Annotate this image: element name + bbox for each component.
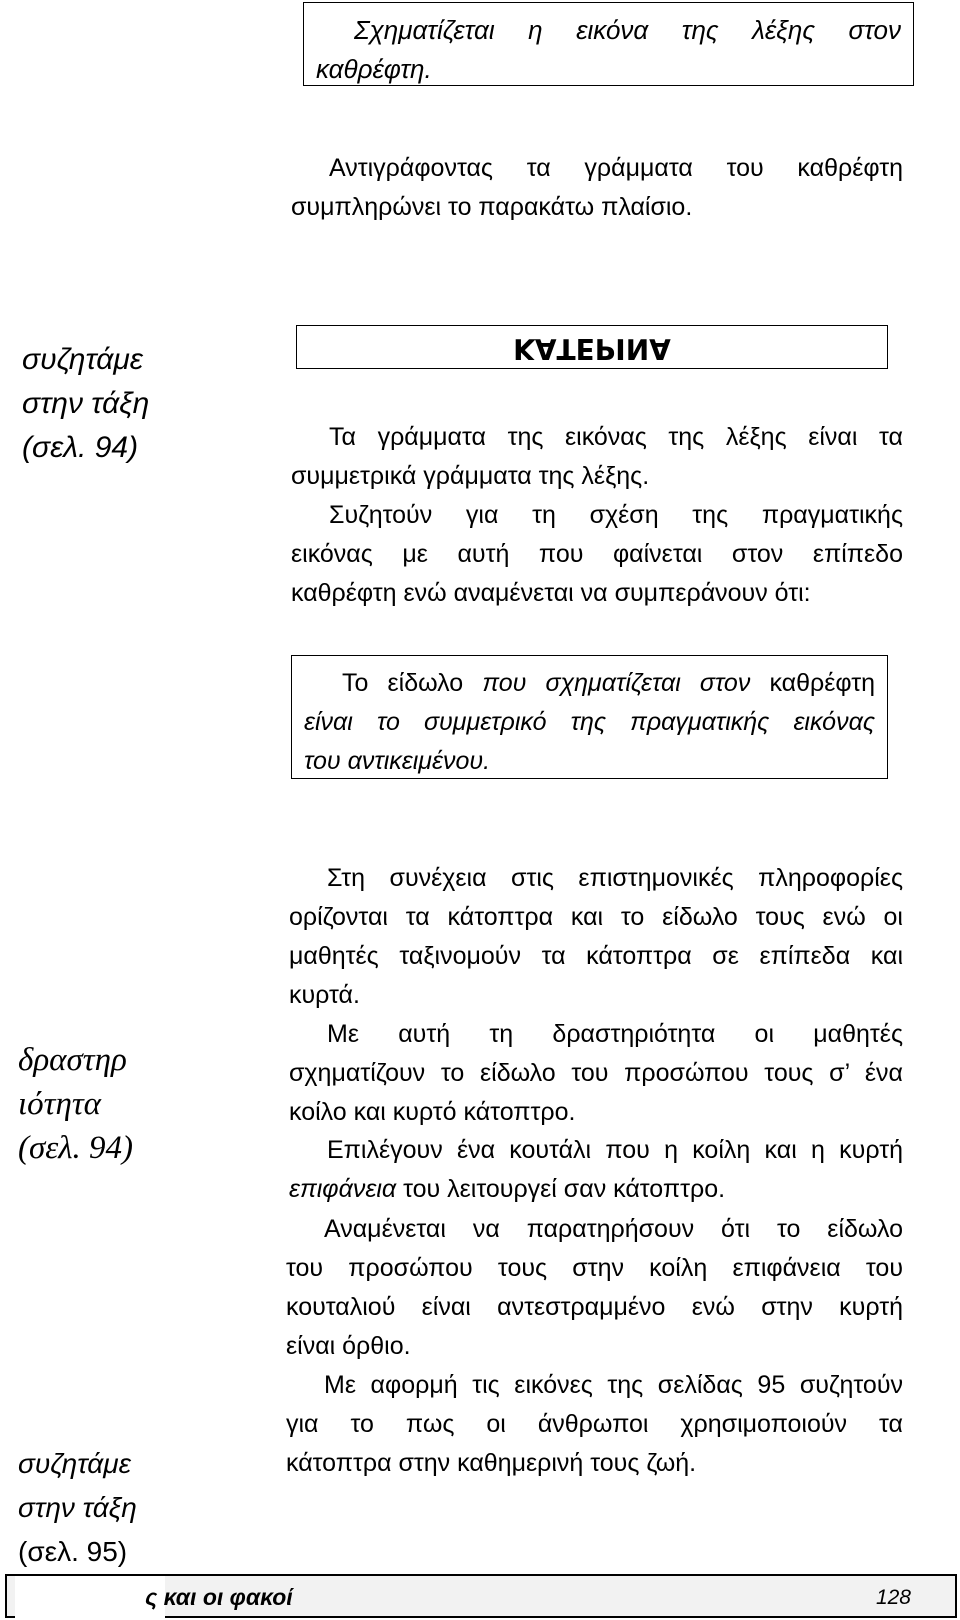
discuss-line-2: εικόνας με αυτή που φαίνεται στον επίπεδο	[291, 540, 903, 568]
margin-note-discuss-95	[18, 1442, 137, 1574]
discuss-line-3: καθρέφτη ενώ αναμένεται να συμπεράνουν ότι:	[291, 579, 811, 607]
margin-note-2-line-2: ιότητα	[18, 1086, 101, 1122]
top-note-box	[303, 2, 914, 86]
spoon-italic-word: επιφάνεια	[289, 1175, 397, 1203]
margin-note-3-line-1: συζητάμε	[18, 1448, 131, 1479]
mirror-word-box	[296, 325, 888, 369]
copy-line-2: συμπληρώνει το παρακάτω πλαίσιο.	[291, 193, 693, 221]
images-line-3: κάτοπτρα στην καθημερινή τους ζωή.	[286, 1449, 697, 1477]
conclusion-line-1	[304, 664, 875, 703]
conclusion-line-3: του αντικειμένου.	[304, 747, 491, 775]
expect-paragraph	[286, 1210, 903, 1366]
images-line-1: Με αφορμή τις εικόνες της σελίδας 95 συζητούν	[324, 1371, 903, 1399]
margin-note-discuss-94	[22, 338, 149, 470]
margin-note-2-line-1: δραστηρ	[18, 1042, 127, 1078]
mirrored-word: ΚΑΤΕΡΙΝΑ	[513, 332, 671, 365]
copy-paragraph	[291, 149, 903, 227]
spoon-paragraph	[289, 1131, 903, 1209]
margin-note-1-line-3: (σελ. 94)	[22, 431, 139, 464]
activity-line-1: Με αυτή τη δραστηριότητα οι μαθητές	[327, 1020, 903, 1048]
margin-note-3-line-2: στην τάξη	[18, 1492, 137, 1523]
activity-line-2: σχηματίζουν το είδωλο του προσώπου τους σ’ ένα	[289, 1059, 903, 1087]
expect-line-1: Αναμένεται να παρατηρήσουν ότι το είδωλο	[324, 1215, 903, 1243]
expect-line-2: του προσώπου τους στην κοίλη επιφάνεια του	[286, 1254, 903, 1282]
conclusion-text-1: Το είδωλο	[342, 669, 483, 697]
expect-line-3: κουταλιού είναι αντεστραμμένο ενώ στην κυρτή	[286, 1293, 903, 1321]
footer-bar	[5, 1574, 957, 1618]
symmetric-line-2: συμμετρικά γράμματα της λέξης.	[291, 462, 650, 490]
top-note-line-2: καθρέφτη.	[316, 54, 432, 84]
science-line-3: μαθητές ταξινομούν τα κάτοπτρα σε επίπεδα και	[289, 942, 903, 970]
symmetric-line-1: Τα γράμματα της εικόνας της λέξης είναι τα	[329, 423, 903, 451]
discuss-paragraph	[291, 496, 903, 613]
margin-note-1-line-2: στην τάξη	[22, 387, 150, 420]
margin-note-activity-94	[18, 1038, 133, 1170]
science-line-1: Στη συνέχεια στις επιστημονικές πληροφορίες	[327, 864, 903, 892]
top-note-line-1: Σχηματίζεται η εικόνα της λέξης στον	[354, 15, 901, 45]
images-paragraph	[286, 1366, 903, 1483]
margin-note-3-line-3: (σελ. 95)	[18, 1536, 128, 1567]
expect-line-4: είναι όρθιο.	[286, 1332, 411, 1360]
spoon-line-2-rest: του λειτουργεί σαν κάτοπτρο.	[396, 1175, 726, 1203]
science-line-2: ορίζονται τα κάτοπτρα και το είδωλο τους ενώ οι	[289, 903, 903, 931]
activity-paragraph	[289, 1015, 903, 1132]
copy-line-1: Αντιγράφοντας τα γράμματα του καθρέφτη	[329, 154, 903, 182]
conclusion-line-2: είναι το συμμετρικό της πραγματικής εικόνας	[304, 708, 875, 736]
symmetric-paragraph	[291, 418, 903, 496]
footer-page-number: 128	[875, 1586, 911, 1609]
conclusion-text-3: καθρέφτη	[750, 669, 875, 697]
discuss-line-1: Συζητούν για τη σχέση της πραγματικής	[329, 501, 903, 529]
conclusion-text-2: που σχηματίζεται στον	[482, 669, 751, 697]
science-paragraph	[289, 859, 903, 1015]
footer-title: ς και οι φακοί	[145, 1584, 293, 1610]
activity-line-3: κοίλο και κυρτό κάτοπτρο.	[289, 1098, 576, 1126]
margin-note-2-line-3: (σελ. 94)	[18, 1130, 134, 1166]
science-line-4: κυρτά.	[289, 981, 360, 1009]
conclusion-box	[291, 655, 888, 779]
images-line-2: για το πως οι άνθρωποι χρησιμοποιούν τα	[286, 1410, 903, 1438]
footer-white-patch	[15, 1576, 165, 1618]
spoon-line-1: Επιλέγουν ένα κουτάλι που η κοίλη και η κυρτή	[327, 1136, 903, 1164]
margin-note-1-line-1: συζητάμε	[22, 343, 143, 376]
spoon-line-2	[289, 1170, 903, 1209]
